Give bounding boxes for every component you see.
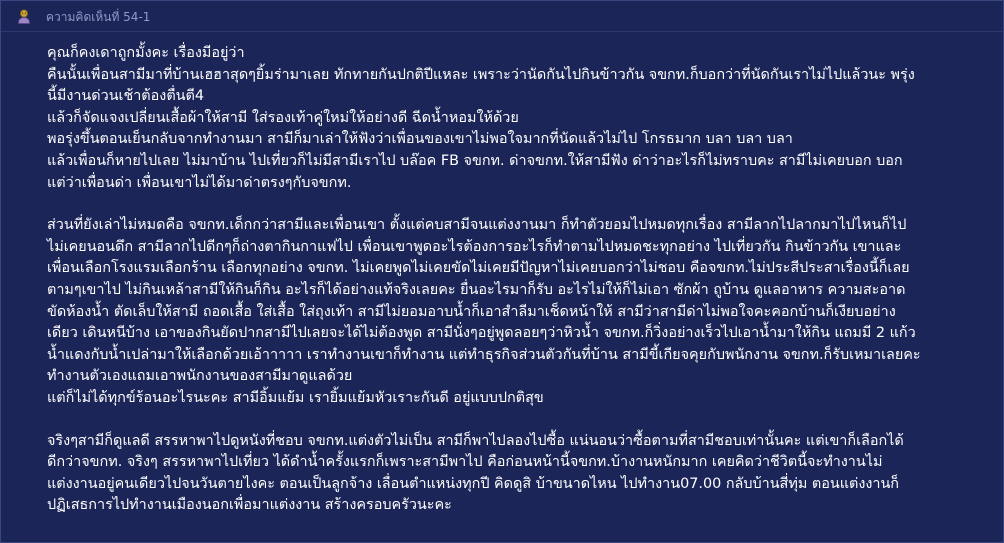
text-line: ดีกว่าจขกท. จริงๆ สรรหาพาไปเที่ยว ได้ดำน้ำครั้งแรกก็เพราะสามีพาไป คือก่อนหน้านี้จขกท.บ้างานหนักมาก เคยคิดว่าชีวิตนี้จะทำงานไม่ xyxy=(47,454,883,471)
paragraph xyxy=(47,431,967,517)
user-avatar-icon xyxy=(17,9,31,24)
paragraph xyxy=(47,43,967,194)
text-line: พอรุ่งขึ้นตอนเย็นกลับจากทำงานมา สามีก็มาเล่าให้ฟังว่าเพื่อนของเขาไม่พอใจมากที่นัดแล้วไม่ไป โกรธมาก บลา บลา บลา xyxy=(47,131,793,148)
text-line: ตามๆเขาไป ไม่กินเหล้าสามีให้กินก็กิน อะไรก็ได้อย่างแท้จริงเลยคะ ยื่นอะไรมาก็รับ อะไรไม่ให้ก็ไม่เอา ซักผ้า ถูบ้าน ดูแลอาหาร ความสะอาด xyxy=(47,281,906,298)
text-line: ขัดห้องน้ำ ตัดเล็บให้สามี ถอดเสื้อ ใส่เสื้อ ใส่ถุงเท้า สามีไม่ยอมอาบน้ำก็เอาสำลีมาเช็ดหน้าให้ สามีว่าสามีด่าไม่พอใจคะคอกบ้านก็เงียบอย่าง xyxy=(47,303,896,320)
text-line: นี้มีงานด่วนเช้าต้องตื่นตี4 xyxy=(47,88,204,105)
text-line: แต่งงานอยู่คนเดียวไปจนวันตายไงคะ ตอนเป็นลูกจ้าง เลื่อนตำแหน่งทุกปี คิดดูสิ บ้าขนาดไหน ไปทำงาน07.00 กลับบ้านสี่ทุ่ม ตอนแต่งงานก็ xyxy=(47,475,900,492)
text-line: แต่ก็ไม่ได้ทุกข์ร้อนอะไรนะคะ สามีอิ้มแย้ม เรายิ้มแย้มหัวเราะกันดี อยู่แบบปกติสุข xyxy=(47,389,544,406)
comment-body xyxy=(47,43,967,517)
text-line: ทำงานตัวเองแถมเอาพนักงานของสามีมาดูแลด้วย xyxy=(47,368,353,385)
text-line: เดียว เดินหนีบ้าง เอาของกินยัดปากสามีไปเลยจะได้ไม่ต้องพูด สามีนั่งๆอยู่พูดลอยๆว่าหิวน้ำ จขกท.ก็วิ่งอย่างเร็วไปเอาน้ำมาให้กิน แถมมี 2 แก้ว xyxy=(47,325,916,342)
comment-number: ความคิดเห็นที่ 54-1 xyxy=(46,10,151,24)
text-line: คุณก็คงเดาถูกมั้งคะ เรื่องมีอยู่ว่า xyxy=(47,45,245,61)
text-line: แล้วก็จัดแจงเปลี่ยนเสื้อผ้าให้สามี ใส่รองเท้าคู่ใหม่ให้อย่างดี ฉีดน้ำหอมให้ด้วย xyxy=(47,109,519,126)
paragraph xyxy=(47,215,967,409)
text-line: น้ำแดงกับน้ำเปล่ามาให้เลือกด้วยเอ้าาาาา เราทำงานเขาก็ทำงาน แต่ทำธุรกิจส่วนตัวกันที่บ้าน สามีขี้เกียจคุยกับพนักงาน จขกท.ก็รับเหมาเลยคะ xyxy=(47,346,921,363)
text-line: คืนนั้นเพื่อนสามีมาที่บ้านเฮฮาสุดๆยิ้มร่ามาเลย ทักทายกันปกติปีแหละ เพราะว่านัดกันไปกินข้าวกัน จขกท.ก็บอกว่าที่นัดกันเราไม่ไปแล้วนะ พรุ่ง xyxy=(47,66,915,83)
text-line: เพื่อนเลือกโรงแรมเลือกร้าน เลือกทุกอย่าง จขกท. ไม่เคยพูดไม่เคยขัดไม่เคยมีปัญหาไม่เคยบอกว่าไม่ชอบ คือจขกท.ไม่ประสีประสาเรื่องนี้ก็เลย xyxy=(47,260,910,277)
text-line: ส่วนที่ยังเล่าไม่หมดคือ จขกท.เด็กกว่าสามีและเพื่อนเขา ตั้งแต่คบสามีจนแต่งงานมา ก็ทำตัวยอมไปหมดทุกเรื่อง สามีลากไปลากมาไปไหนก็ไป xyxy=(47,217,907,234)
text-line: จริงๆสามีก็ดูแลดี สรรหาพาไปดูหนังที่ชอบ จขกท.แต่งตัวไม่เป็น สามีก็พาไปลองไปซื้อ แน่นอนว่าซื้อตามที่สามีชอบเท่านั้นคะ แต่เขาก็เลือกได้ xyxy=(47,432,904,449)
text-line: แล้วเพื่อนก็หายไปเลย ไม่มาบ้าน ไปเที่ยวก็ไม่มีสามีเราไป บล๊อค FB จขกท. ด่าจขกท.ให้สามีฟัง ด่าว่าอะไรก็ไม่ทราบคะ สามีไม่เคยบอก บอก xyxy=(47,152,903,169)
text-line: แต่ว่าเพื่อนด่า เพื่อนเขาไม่ได้มาด่าตรงๆกับจขกท. xyxy=(47,174,352,191)
text-line: ไม่เคยนอนดึก สามีลากไปดีกๆก็ถ่างตากินกาแฟไป เพื่อนเขาพูดอะไรต้องการอะไรก็ทำตามไปหมดชะทุกอย่าง ไปเที่ยวกัน กินข้าวกัน เขาและ xyxy=(47,238,902,255)
text-line: ปฏิเสธการไปทำงานเมืองนอกเพื่อมาแต่งงาน สร้างครอบครัวนะคะ xyxy=(47,497,452,514)
comment-header xyxy=(1,1,1003,32)
